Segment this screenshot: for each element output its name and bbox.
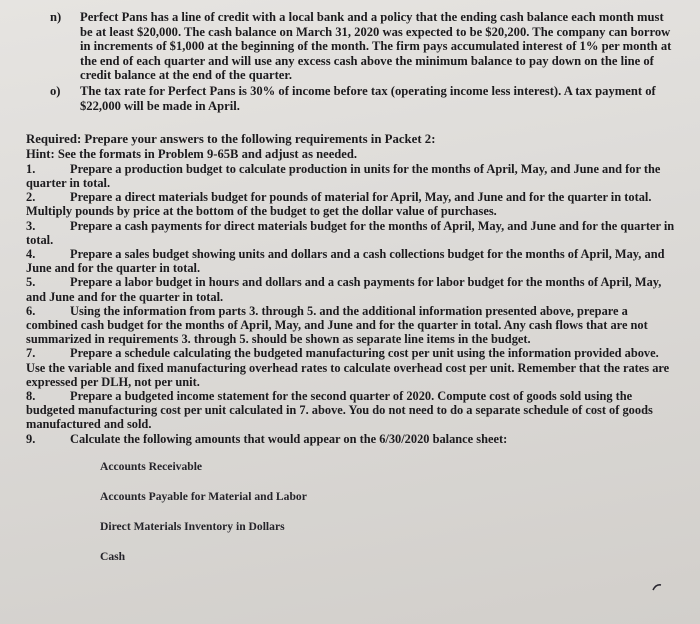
requirement-1: 1. Prepare a production budget to calculate production in units for the months of April, May, and June and for the quarter in total. <box>26 161 661 190</box>
requirement-6: 6. Using the information from parts 3. through 5. and the additional information presented above, prepare a combined cash budget for the months of April, May, and June and for the quarter in total. Any cash flows that are not summarized in requirements 3. through 5. should be shown as separate line items in the budget. <box>26 303 648 347</box>
info-item-o <box>20 84 678 113</box>
requirement-4: 4. Prepare a sales budget showing units and dollars and a cash collections budget for the months of April, May, and June and for the quarter in total. <box>26 246 665 276</box>
required-heading: Required: Prepare your answers to the following requirements in Packet 2: <box>26 132 436 147</box>
balance-item-accounts-receivable: Accounts Receivable <box>100 459 203 473</box>
requirement-3: 3. Prepare a cash payments for direct materials budget for the months of April, May, and June and for the quarter in total. <box>26 218 675 247</box>
balance-item-direct-materials: Direct Materials Inventory in Dollars <box>100 519 285 533</box>
item-text: Perfect Pans has a line of credit with a local bank and a policy that the ending cash balance each month must be at least $20,000. The cash balance on March 31, 2020 was expected to be $20,200. The company can borrow in increments of $1,000 at the beginning of the month. The firm pays accumulated interest of 1% per month at the end of each quarter and will use any excess cash above the minimum balance to pay down on the line of credit balance at the end of the quarter. <box>80 10 672 83</box>
item-text: The tax rate for Perfect Pans is 30% of income before tax (operating income less interest). A tax payment of $22,000 will be made in April. <box>80 83 656 113</box>
hint-text: Hint: See the formats in Problem 9-65B and adjust as needed. <box>26 147 358 162</box>
item-marker: o) <box>50 83 61 98</box>
pen-mark-icon <box>652 582 662 592</box>
requirement-9: 9. Calculate the following amounts that would appear on the 6/30/2020 balance sheet: <box>26 431 508 446</box>
requirements-list <box>20 162 678 446</box>
balance-item-cash: Cash <box>100 549 126 563</box>
item-marker: n) <box>50 10 62 24</box>
balance-item-accounts-payable: Accounts Payable for Material and Labor <box>100 489 307 503</box>
requirement-7: 7. Prepare a schedule calculating the budgeted manufacturing cost per unit using the information provided above. Use the variable and fixed manufacturing overhead rates to calculate overhead cost per unit. Remember that the rates are expressed per DLH, not per unit. <box>26 346 670 389</box>
requirement-2: 2. Prepare a direct materials budget for pounds of material for April, May, and June and for the quarter in total. Multiply pounds by price at the bottom of the budget to get the dollar value of purchases. <box>26 190 652 219</box>
info-item-n <box>20 10 678 83</box>
requirement-8: 8. Prepare a budgeted income statement for the second quarter of 2020. Compute cost of goods sold using the budgeted manufacturing cost per unit calculated in 7. above. You do not need to do a separate schedule of cost of goods manufactured and sold. <box>26 389 653 432</box>
requirement-5: 5. Prepare a labor budget in hours and dollars and a cash payments for labor budget for the months of April, May, and June and for the quarter in total. <box>26 275 662 304</box>
